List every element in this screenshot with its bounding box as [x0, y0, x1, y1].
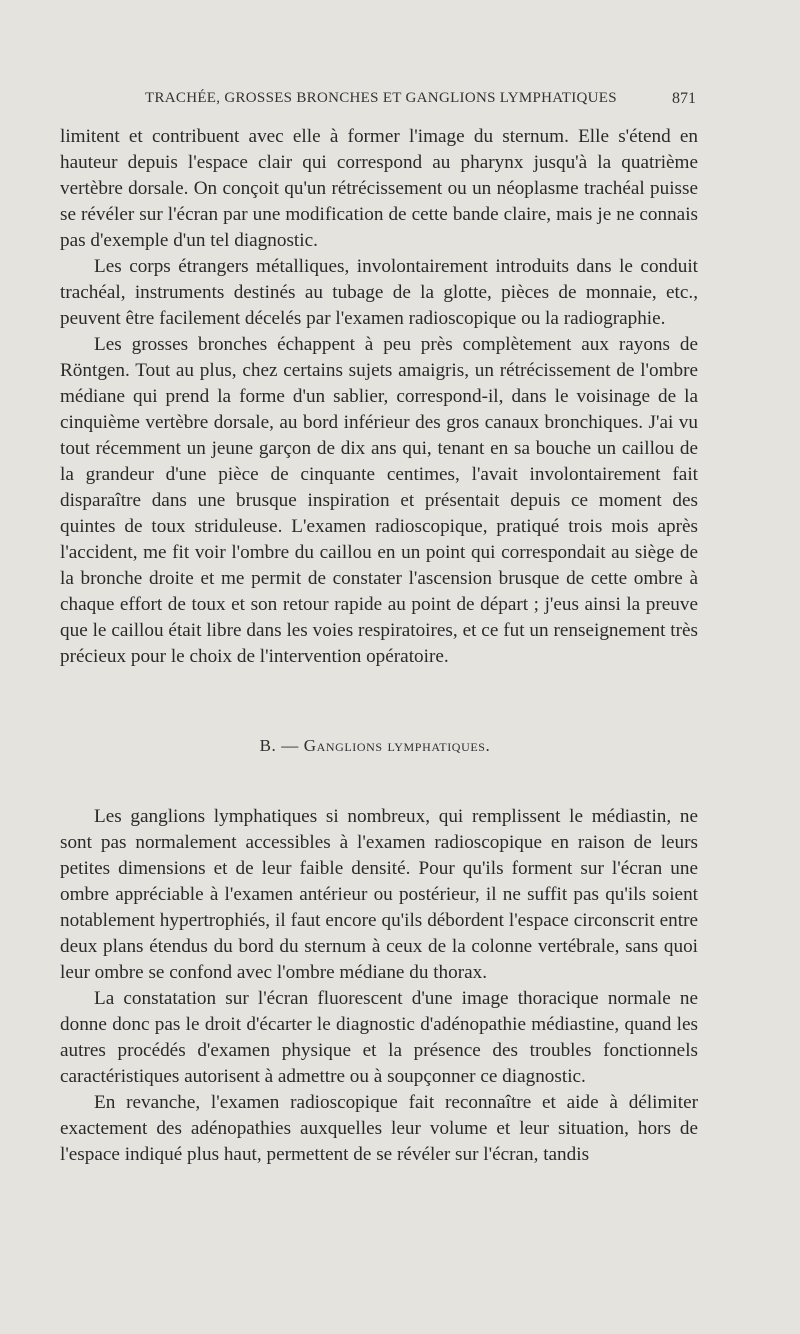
paragraph: Les grosses bronches échappent à peu près complètement aux rayons de Röntgen. Tout au plus, chez certains sujets amaigris, un rétrécissement de l'ombre médiane qui prend la forme d'un sablier, correspond-il, dans le voisinage de la cinquième vertèbre dorsale, au bord inférieur des gros canaux bronchiques. J'ai vu tout récemment un jeune garçon de dix ans qui, tenant en sa bouche un caillou de la grandeur d'une pièce de cinquante centimes, l'avait involontairement fait disparaître dans une brusque inspiration et présentait depuis ce moment des quintes de toux striduleuse. L'examen radioscopique, pratiqué trois mois après l'accident, me fit voir l'ombre du caillou en un point qui correspondait au siège de la bronche droite et me permit de constater l'ascension brusque de cette ombre à chaque effort de toux et son retour rapide au point de départ ; j'eus ainsi la preuve que le caillou était libre dans les voies respiratoires, et ce fut un renseignement très précieux pour le choix de l'intervention opératoire.: [60, 334, 698, 667]
section-title: Ganglions lymphatiques.: [303, 736, 491, 755]
text-block-top: [60, 124, 698, 670]
running-title: TRACHÉE, GROSSES BRONCHES ET GANGLIONS LYMPHATIQUES: [145, 90, 617, 106]
page-header: [60, 90, 700, 112]
paragraph: La constatation sur l'écran fluorescent d'une image thoracique normale ne donne donc pas le droit d'écarter le diagnostic d'adénopathie médiastine, quand les autres procédés d'examen physique et la présence des troubles fonctionnels caractéristiques autorisent à admettre ou à soupçonner ce diagnostic.: [60, 988, 698, 1087]
section-letter: B. —: [259, 736, 299, 755]
paragraph: Les ganglions lymphatiques si nombreux, qui remplissent le médiastin, ne sont pas normalement accessibles à l'examen radioscopique en raison de leurs petites dimensions et de leur faible densité. Pour qu'ils forment sur l'écran une ombre appréciable à l'examen antérieur ou postérieur, il ne suffit pas qu'ils soient notablement hypertrophiés, il faut encore qu'ils débordent l'espace circonscrit entre deux plans étendus du bord du sternum à ceux de la colonne vertébrale, sans quoi leur ombre se confond avec l'ombre médiane du thorax.: [60, 806, 698, 983]
page-number: 871: [672, 90, 696, 107]
text-block-bottom: [60, 804, 698, 1168]
paragraph: limitent et contribuent avec elle à former l'image du sternum. Elle s'étend en hauteur depuis l'espace clair qui correspond au pharynx jusqu'à la quatrième vertèbre dorsale. On conçoit qu'un rétrécissement ou un néoplasme trachéal puisse se révéler sur l'écran par une modification de cette bande claire, mais je ne connais pas d'exemple d'un tel diagnostic.: [60, 126, 698, 251]
section-heading: [0, 736, 750, 756]
paragraph: En revanche, l'examen radioscopique fait reconnaître et aide à délimiter exactement des adénopathies auxquelles leur volume et leur situation, hors de l'espace indiqué plus haut, permettent de se révéler sur l'écran, tandis: [60, 1092, 698, 1165]
paragraph: Les corps étrangers métalliques, involontairement introduits dans le conduit trachéal, instruments destinés au tubage de la glotte, pièces de monnaie, etc., peuvent être facilement décelés par l'examen radioscopique ou la radiographie.: [60, 256, 698, 329]
